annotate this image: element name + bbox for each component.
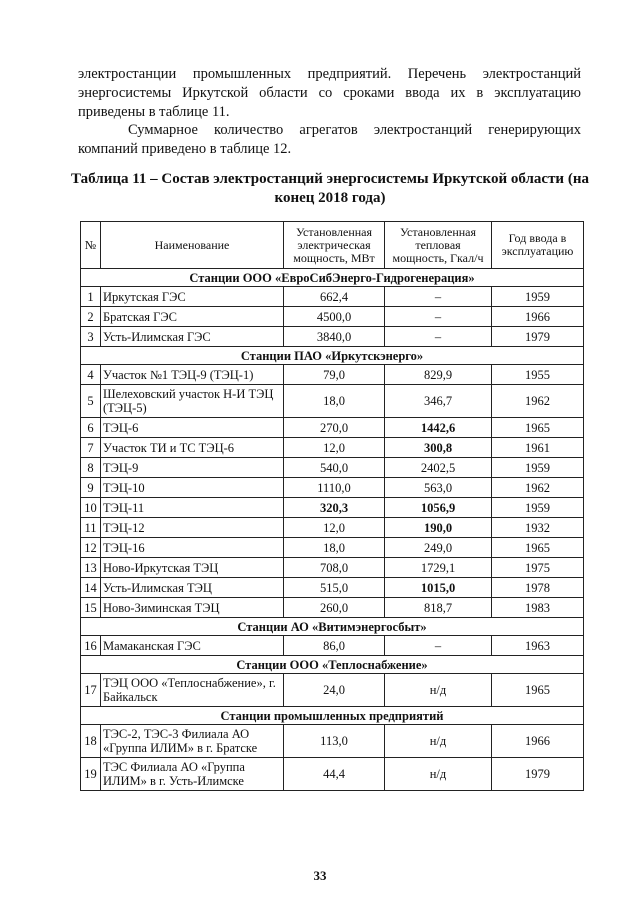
- table-row: [81, 365, 584, 385]
- cell-name: Участок ТИ и ТС ТЭЦ-6: [101, 438, 284, 458]
- cell-heat: 563,0: [385, 478, 492, 498]
- cell-no: 11: [81, 518, 101, 538]
- cell-power: 515,0: [284, 578, 385, 598]
- cell-name: ТЭЦ-16: [101, 538, 284, 558]
- cell-name: Усть-Илимская ГЭС: [101, 327, 284, 347]
- cell-power: 24,0: [284, 674, 385, 707]
- cell-power: 4500,0: [284, 307, 385, 327]
- cell-no: 7: [81, 438, 101, 458]
- table-caption: Таблица 11 – Состав электростанций энергосистемы Иркутской области (на конец 2018 года): [71, 171, 589, 206]
- cell-power: 540,0: [284, 458, 385, 478]
- cell-year: 1979: [492, 327, 584, 347]
- cell-name: ТЭС-2, ТЭС-3 Филиала АО «Группа ИЛИМ» в г. Братске: [101, 725, 284, 758]
- cell-heat: –: [385, 307, 492, 327]
- cell-power: 662,4: [284, 287, 385, 307]
- table-row: [81, 636, 584, 656]
- table-row: [81, 674, 584, 707]
- cell-heat: н/д: [385, 758, 492, 791]
- cell-name: Ново-Зиминская ТЭЦ: [101, 598, 284, 618]
- cell-heat: –: [385, 287, 492, 307]
- cell-year: 1962: [492, 385, 584, 418]
- cell-power: 18,0: [284, 385, 385, 418]
- cell-heat: –: [385, 327, 492, 347]
- table-row: [81, 498, 584, 518]
- stations-table: [80, 221, 584, 791]
- cell-heat: 249,0: [385, 538, 492, 558]
- cell-name: Шелеховский участок Н-И ТЭЦ (ТЭЦ-5): [101, 385, 284, 418]
- cell-heat: 1729,1: [385, 558, 492, 578]
- table-row: [81, 518, 584, 538]
- table-row: [81, 758, 584, 791]
- cell-power: 260,0: [284, 598, 385, 618]
- cell-power: 270,0: [284, 418, 385, 438]
- cell-power: 18,0: [284, 538, 385, 558]
- cell-power: 3840,0: [284, 327, 385, 347]
- group-title: Станции промышленных предприятий: [81, 707, 584, 725]
- cell-no: 19: [81, 758, 101, 791]
- cell-heat: 818,7: [385, 598, 492, 618]
- group-title: Станции ПАО «Иркутскэнерго»: [81, 347, 584, 365]
- cell-heat: 1442,6: [385, 418, 492, 438]
- cell-year: 1966: [492, 725, 584, 758]
- header-year: Год ввода в эксплуатацию: [492, 222, 584, 269]
- table-row: [81, 327, 584, 347]
- cell-heat: 190,0: [385, 518, 492, 538]
- table-header-row: [81, 222, 584, 269]
- cell-power: 113,0: [284, 725, 385, 758]
- cell-heat: 1015,0: [385, 578, 492, 598]
- cell-no: 13: [81, 558, 101, 578]
- cell-no: 2: [81, 307, 101, 327]
- intro-paragraph: электростанции промышленных предприятий. Перечень электростанций энергосистемы Иркутской области со сроками ввода их в эксплуатацию приведены в таблице 11.: [78, 66, 581, 120]
- cell-name: ТЭЦ-9: [101, 458, 284, 478]
- header-no: №: [81, 222, 101, 269]
- cell-heat: н/д: [385, 725, 492, 758]
- cell-no: 4: [81, 365, 101, 385]
- cell-name: Участок №1 ТЭЦ-9 (ТЭЦ-1): [101, 365, 284, 385]
- cell-no: 5: [81, 385, 101, 418]
- cell-power: 79,0: [284, 365, 385, 385]
- cell-year: 1959: [492, 498, 584, 518]
- cell-year: 1978: [492, 578, 584, 598]
- cell-no: 12: [81, 538, 101, 558]
- cell-no: 18: [81, 725, 101, 758]
- cell-year: 1961: [492, 438, 584, 458]
- cell-heat: –: [385, 636, 492, 656]
- cell-name: ТЭЦ-12: [101, 518, 284, 538]
- cell-no: 10: [81, 498, 101, 518]
- cell-year: 1975: [492, 558, 584, 578]
- group-row: [81, 656, 584, 674]
- cell-power: 44,4: [284, 758, 385, 791]
- cell-no: 14: [81, 578, 101, 598]
- cell-no: 17: [81, 674, 101, 707]
- table-row: [81, 287, 584, 307]
- group-title: Станции ООО «ЕвроСибЭнерго-Гидрогенерация»: [81, 269, 584, 287]
- cell-no: 15: [81, 598, 101, 618]
- cell-name: Братская ГЭС: [101, 307, 284, 327]
- table-row: [81, 538, 584, 558]
- table-row: [81, 307, 584, 327]
- table-row: [81, 418, 584, 438]
- cell-name: Ново-Иркутская ТЭЦ: [101, 558, 284, 578]
- cell-name: ТЭЦ ООО «Теплоснабжение», г. Байкальск: [101, 674, 284, 707]
- table-row: [81, 478, 584, 498]
- cell-year: 1983: [492, 598, 584, 618]
- cell-year: 1959: [492, 287, 584, 307]
- cell-name: Иркутская ГЭС: [101, 287, 284, 307]
- cell-no: 8: [81, 458, 101, 478]
- header-power: Установленная электрическая мощность, МВт: [284, 222, 385, 269]
- cell-power: 12,0: [284, 438, 385, 458]
- table-row: [81, 458, 584, 478]
- group-row: [81, 707, 584, 725]
- cell-power: 12,0: [284, 518, 385, 538]
- cell-name: Мамаканская ГЭС: [101, 636, 284, 656]
- cell-name: Усть-Илимская ТЭЦ: [101, 578, 284, 598]
- group-title: Станции АО «Витимэнергосбыт»: [81, 618, 584, 636]
- cell-name: ТЭЦ-10: [101, 478, 284, 498]
- cell-power: 708,0: [284, 558, 385, 578]
- cell-no: 6: [81, 418, 101, 438]
- cell-power: 320,3: [284, 498, 385, 518]
- cell-heat: н/д: [385, 674, 492, 707]
- cell-year: 1966: [492, 307, 584, 327]
- table-row: [81, 598, 584, 618]
- header-name: Наименование: [101, 222, 284, 269]
- group-row: [81, 618, 584, 636]
- header-heat: Установленная тепловая мощность, Гкал/ч: [385, 222, 492, 269]
- cell-heat: 300,8: [385, 438, 492, 458]
- cell-year: 1965: [492, 538, 584, 558]
- cell-year: 1963: [492, 636, 584, 656]
- cell-year: 1965: [492, 674, 584, 707]
- cell-power: 1110,0: [284, 478, 385, 498]
- cell-name: ТЭЦ-11: [101, 498, 284, 518]
- cell-heat: 829,9: [385, 365, 492, 385]
- cell-year: 1962: [492, 478, 584, 498]
- group-title: Станции ООО «Теплоснабжение»: [81, 656, 584, 674]
- cell-no: 9: [81, 478, 101, 498]
- page-number: 33: [313, 868, 327, 883]
- table-row: [81, 578, 584, 598]
- cell-no: 1: [81, 287, 101, 307]
- cell-year: 1932: [492, 518, 584, 538]
- cell-heat: 1056,9: [385, 498, 492, 518]
- cell-year: 1979: [492, 758, 584, 791]
- table-row: [81, 725, 584, 758]
- cell-name: ТЭЦ-6: [101, 418, 284, 438]
- summary-paragraph: Суммарное количество агрегатов электростанций генерирующих компаний приведено в таблице 12.: [78, 122, 581, 157]
- table-row: [81, 385, 584, 418]
- cell-heat: 346,7: [385, 385, 492, 418]
- table-row: [81, 558, 584, 578]
- cell-name: ТЭС Филиала АО «Группа ИЛИМ» в г. Усть-Илимске: [101, 758, 284, 791]
- cell-year: 1959: [492, 458, 584, 478]
- cell-no: 3: [81, 327, 101, 347]
- cell-heat: 2402,5: [385, 458, 492, 478]
- group-row: [81, 269, 584, 287]
- table-row: [81, 438, 584, 458]
- cell-year: 1955: [492, 365, 584, 385]
- cell-power: 86,0: [284, 636, 385, 656]
- group-row: [81, 347, 584, 365]
- cell-year: 1965: [492, 418, 584, 438]
- cell-no: 16: [81, 636, 101, 656]
